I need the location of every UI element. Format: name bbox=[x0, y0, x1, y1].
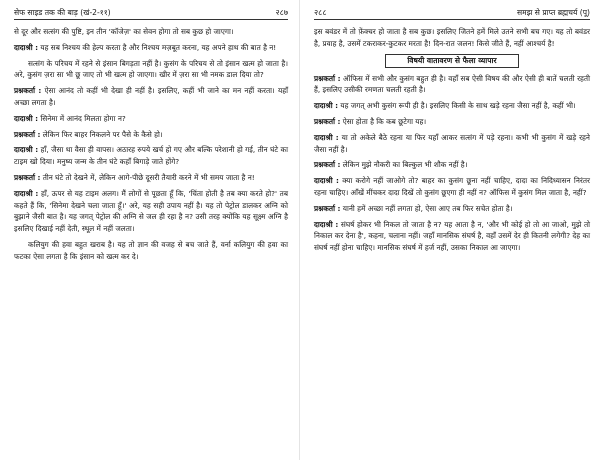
paragraph-text: संघर्ष होकर भी निकल तो जाता है न? यह आता है न, 'और भी कोई हो तो आ जाओ, मुझे तो निकाल कर देना है', कहना, चलाना नहीं। जहाँ मानसिक संघर्ष है, वहाँ उसमें देर ही कितनी लगेगी? देह का संघर्ष नहीं होना चाहिए। मानसिक संघर्ष में हर्ज नहीं, उसका निकाल आ जाएगा। bbox=[314, 219, 591, 253]
speaker-label: प्रश्नकर्ता : bbox=[14, 86, 42, 96]
speaker-label: दादाश्री : bbox=[314, 219, 339, 229]
paragraph-text: यानी हमें अच्छा नहीं लगता हो, ऐसा आए तब फिर सचेत होता है। bbox=[340, 203, 513, 213]
paragraph bbox=[314, 26, 590, 50]
paragraph-text: हाँ, ऊपर से यह टाइम अलग। मैं लोगों से पूछता हूँ कि, 'चिंता होती है तब क्या करते हो?' तब कहते हैं कि, 'सिनेमा देखने चला जाता हूँ।' अरे, यह सही उपाय नहीं है। यह तो पेट्रोल डालकर अग्नि को बुझाने जैसी बात है। यह जगत् पेट्रोल की अग्नि से जल ही रहा है न? उसी तरह क्योंकि यह सूक्ष्म अग्नि है इसलिए दिखाई नहीं देती, स्थूल में नहीं जलता। bbox=[14, 188, 288, 234]
speaker-label: प्रश्नकर्ता : bbox=[14, 172, 41, 182]
right-running-head bbox=[314, 6, 590, 20]
paragraph-text: इस बवंडर में तो फ़ेंक्चर हो जाता है सब कुछ। इसलिए जितने हमें मिले उतने सभी बच गए। यह तो बवंडर है, प्रवाह है, उसमें टकराकर-कुटकर मरता है! दिन-रात जलन! किसे जीते हैं, नहीं आश्चर्य है! bbox=[314, 27, 590, 48]
paragraph-text: क्या करोगे नहीं जाओगे तो? बाहर का कुसंग छूना नहीं चाहिए, दादा का निदिध्यासन निरंतर रहना चाहिए। आँखें मींचकर दादा दिखें तो कुसंग छूएगा ही नहीं न? ऑफिस में कुसंग मिल जाता है, नहीं? bbox=[314, 176, 590, 197]
speaker-label: दादाश्री : bbox=[14, 113, 39, 123]
right-page bbox=[300, 0, 600, 460]
speaker-label: दादाश्री : bbox=[314, 132, 339, 142]
speaker-label: प्रश्नकर्ता : bbox=[314, 203, 341, 213]
speaker-label: प्रश्नकर्ता : bbox=[14, 129, 41, 139]
speaker-label: दादाश्री : bbox=[314, 101, 339, 111]
paragraph-text: लेकिन मुझे नौकरी का बिल्कुल भी शौक नहीं है। bbox=[340, 160, 468, 170]
paragraph bbox=[314, 116, 590, 128]
speaker-label: प्रश्नकर्ता : bbox=[314, 73, 341, 83]
paragraph-text: यह जगत् अभी कुसंग रूपी ही है। इसलिए किसी के साथ खड़े रहना जैसा नहीं है, कहीं भी। bbox=[338, 101, 576, 111]
right-running-title: समझ से प्राप्त ब्रह्मचर्य (पू) bbox=[516, 8, 590, 17]
speaker-label: दादाश्री : bbox=[14, 42, 39, 52]
paragraph-text: हाँ, जैसा था वैसा ही वापस। अठारह रुपये खर्च हो गए और बल्कि परेशानी हो गई, तीन घंटे का टाइम खो दिया। मनुष्य जन्म के तीन घंटे कहाँ बिगाड़े जाते होंगे? bbox=[14, 145, 288, 167]
speaker-label: दादाश्री : bbox=[14, 145, 39, 155]
speaker-label: दादाश्री : bbox=[14, 188, 39, 198]
paragraph bbox=[314, 132, 590, 156]
speaker-label: दादाश्री : bbox=[314, 176, 339, 186]
paragraph-text: यह सब निश्चय की हेल्प करता है और निश्चय मज़बूत करना, यह अपने हाथ की बात है न! bbox=[38, 42, 277, 52]
paragraph bbox=[314, 203, 590, 215]
paragraph bbox=[14, 85, 288, 109]
paragraph-text: कलियुग की हवा बहुत खराब है। यह तो ज्ञान की वजह से बच जाते हैं, वर्ना कलियुग की हवा का फटका ऐसा लगता है कि इंसान को खत्म कर दे। bbox=[14, 239, 288, 261]
speaker-label: प्रश्नकर्ता : bbox=[314, 116, 341, 126]
paragraph bbox=[314, 100, 590, 112]
left-running-title: सेफ साइड तक की बाड़ (खं-2-११) bbox=[14, 8, 111, 17]
paragraph-text: सत्संग के परिचय में रहने से इंसान बिगड़ता नहीं है। कुसंग के परिचय से तो इंसान खत्म हो जाता है। अरे, कुसंग ज़रा सा भी छू जाए तो भी खत्म हो जाएगा। खीर में ज़रा सा भी नमक डाल दिया तो? bbox=[14, 58, 288, 80]
paragraph-text: या तो अकेले बैठे रहना या फिर यहाँ आकर सत्संग में पड़े रहना। कभी भी कुसंग में खड़े रहने जैसा नहीं है। bbox=[314, 132, 590, 154]
paragraph-text: से दूर और सत्संग की पुष्टि, इन तीन 'कॉजेज़' का सेवन होगा तो सब कुछ हो जाएगा। bbox=[14, 27, 234, 36]
right-page-number: २८८ bbox=[314, 8, 327, 17]
paragraph-text: तीन घंटे तो देखने में, लेकिन आगे-पीछे दूसरी तैयारी करने में भी समय जाता है न! bbox=[40, 172, 255, 182]
paragraph bbox=[14, 144, 288, 168]
paragraph bbox=[14, 113, 288, 125]
paragraph-text: ऑफिस में सभी और कुसंग बहुत ही है। वहाँ सब ऐसी विषय की और ऐसी ही बातें चलती रहती हैं, इसलिए उसीकी रमणता चलती रहती है। bbox=[314, 73, 590, 95]
paragraph bbox=[314, 73, 590, 97]
paragraph-text: ऐसा आनंद तो कहीं भी देखा ही नहीं है। इसलिए, कहीं भी जाने का मन नहीं करता। यहाँ अच्छा लगता है। bbox=[14, 86, 288, 107]
paragraph-text: सिनेमा में आनंद मिलता होगा न? bbox=[38, 113, 126, 123]
paragraph bbox=[314, 175, 590, 199]
paragraph bbox=[14, 239, 288, 263]
paragraph bbox=[14, 129, 288, 141]
paragraph-text: ऐसा होता है कि कब छूटेगा यह। bbox=[340, 116, 427, 126]
right-page-body bbox=[314, 73, 590, 254]
right-page-body-top bbox=[314, 26, 590, 50]
paragraph bbox=[14, 58, 288, 82]
paragraph-text: लेकिन फिर बाहर निकलने पर पैसे के कैसे हो। bbox=[40, 129, 163, 139]
paragraph bbox=[14, 26, 288, 38]
paragraph bbox=[14, 42, 288, 54]
left-page-body bbox=[14, 26, 288, 263]
paragraph bbox=[14, 188, 288, 235]
speaker-label: प्रश्नकर्ता : bbox=[314, 160, 341, 170]
left-running-head bbox=[14, 6, 288, 20]
paragraph bbox=[314, 159, 590, 171]
paragraph bbox=[14, 172, 288, 184]
left-page-number: २८७ bbox=[275, 8, 288, 17]
section-heading: विषयी वातावरण से फैला व्यापार bbox=[385, 54, 519, 68]
paragraph bbox=[314, 219, 590, 254]
